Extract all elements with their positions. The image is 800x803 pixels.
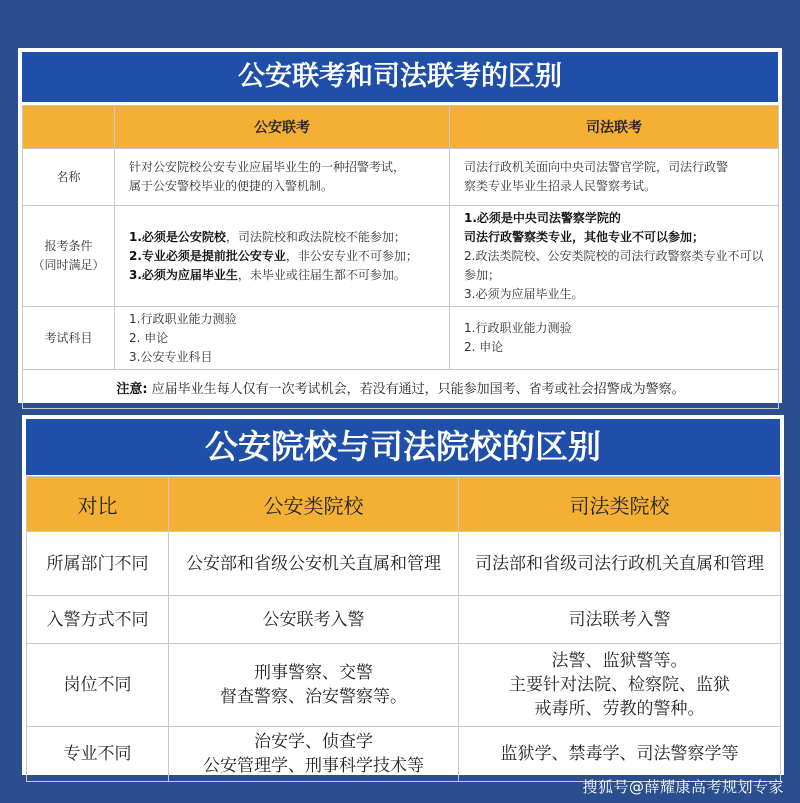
condition-line: 3.必须为应届毕业生。: [464, 286, 584, 301]
judicial-conditions-cell: [450, 206, 779, 307]
text-line: 公安联考入警: [262, 609, 365, 630]
note-cell: [23, 370, 779, 409]
comparison-card-exams: [18, 48, 782, 403]
police-cell: [169, 644, 459, 727]
row-label: 专业不同: [27, 727, 169, 782]
condition-line: 1.必须是公安院校，司法院校和政法院校不能参加；: [129, 229, 406, 244]
watermark: 搜狐号@薛耀康高考规划专家: [582, 778, 784, 796]
text-line: 司法行政机关面向中央司法警官学院，司法行政警: [464, 160, 729, 174]
table-header-row: [27, 477, 781, 532]
police-cell: [169, 596, 459, 644]
text-line: 2. 申论: [464, 340, 504, 354]
header-judicial-exam: 司法联考: [450, 106, 779, 149]
judicial-cell: [459, 596, 781, 644]
judicial-cell: [459, 532, 781, 596]
row-label: 入警方式不同: [27, 596, 169, 644]
card-title: 公安院校与司法院校的区别: [26, 419, 780, 475]
college-comparison-table: [26, 476, 781, 782]
header-judicial-colleges: 司法类院校: [459, 477, 781, 532]
row-label: 考试科目: [23, 307, 115, 370]
comparison-card-colleges: [22, 415, 784, 775]
text-line: 报考条件: [44, 239, 93, 253]
row-label: 所属部门不同: [27, 532, 169, 596]
text-line: 法警、监狱警等。: [551, 651, 688, 671]
text-line: 察类专业毕业生招录人民警察考试。: [464, 179, 657, 193]
text-line: 刑事警察、交警: [254, 663, 373, 683]
judicial-cell: [459, 727, 781, 782]
condition-line: 司法行政警察类专业，其他专业不可以参加；: [464, 229, 705, 244]
text-line: 司法联考入警: [568, 609, 671, 630]
header-compare: 对比: [27, 477, 169, 532]
text-line: 1.行政职业能力测验: [129, 311, 237, 326]
text-line: 公安管理学、刑事科学技术等: [203, 756, 424, 776]
header-blank: [23, 106, 115, 149]
judicial-cell: [459, 644, 781, 727]
note-label: 注意:: [116, 381, 148, 397]
exam-comparison-table: [22, 105, 779, 409]
text-line: 1.行政职业能力测验: [464, 321, 572, 335]
condition-line: 3.必须为应届毕业生，未毕业或往届生都不可参加。: [129, 267, 406, 282]
table-row: [27, 596, 781, 644]
table-row-note: [23, 370, 779, 409]
header-police-exam: 公安联考: [115, 106, 450, 149]
header-police-colleges: 公安类院校: [169, 477, 459, 532]
table-row: [27, 532, 781, 596]
text-line: 司法部和省级司法行政机关直属和管理: [475, 553, 764, 574]
police-conditions-cell: [115, 206, 450, 307]
text-line: 治安学、侦查学: [254, 732, 373, 752]
text-line: 3.公安专业科目: [129, 349, 213, 364]
text-line: 针对公安院校公安专业应届毕业生的一种招警考试，: [129, 160, 406, 174]
row-label: [23, 206, 115, 307]
text-line: 戒毒所、劳教的警种。: [534, 699, 705, 719]
police-cell: [169, 532, 459, 596]
text-line: 监狱学、禁毒学、司法警察学等: [500, 744, 739, 764]
card-title: 公安联考和司法联考的区别: [22, 52, 778, 102]
police-subjects-cell: [115, 307, 450, 370]
table-row-conditions: [23, 206, 779, 307]
police-name-cell: [115, 149, 450, 206]
text-line: （同时满足）: [32, 258, 105, 272]
condition-line: 2.专业必须是提前批公安专业，非公安专业不可参加；: [129, 248, 418, 263]
text-line: 督查警察、治安警察等。: [220, 687, 407, 707]
table-row-subjects: [23, 307, 779, 370]
judicial-subjects-cell: [450, 307, 779, 370]
row-label: 岗位不同: [27, 644, 169, 727]
table-header-row: [23, 106, 779, 149]
table-row-name: [23, 149, 779, 206]
text-line: 属于公安警校毕业的便捷的入警机制。: [129, 179, 334, 193]
text-line: 主要针对法院、检察院、监狱: [509, 675, 730, 695]
text-line: 公安部和省级公安机关直属和管理: [186, 553, 441, 574]
judicial-name-cell: [450, 149, 779, 206]
table-row: [27, 644, 781, 727]
table-row: [27, 727, 781, 782]
row-label: 名称: [23, 149, 115, 206]
note-text: 应届毕业生每人仅有一次考试机会，若没有通过，只能参加国考、省考或社会招警成为警察。: [147, 381, 685, 397]
police-cell: [169, 727, 459, 782]
condition-line: 1.必须是中央司法警察学院的: [464, 210, 621, 225]
text-line: 2. 申论: [129, 330, 169, 345]
condition-line: 2.政法类院校、公安类院校的司法行政警察类专业不可以参加；: [464, 248, 764, 282]
